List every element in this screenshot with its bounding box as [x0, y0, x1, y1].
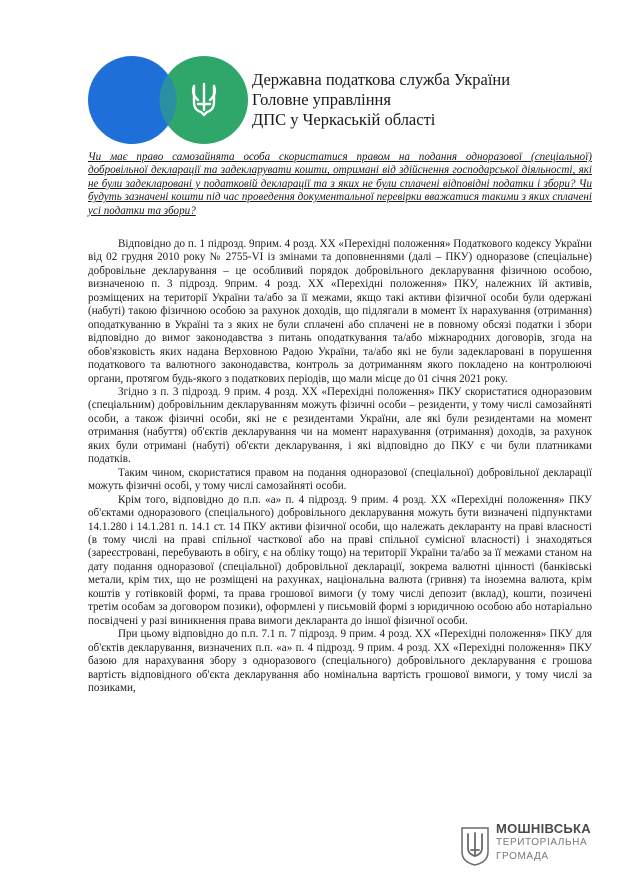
- paragraph: Відповідно до п. 1 підрозд. 9прим. 4 розд. XX «Перехідні положення» Податкового кодексу України від 02 грудня 2010 року № 2755-VI із змінами та доповненнями (далі – ПКУ) одноразове (спеціальне) добровільне декларування – це особливий порядок добровільного декларування фізичною особою, визначеною п. 3 підрозд. 9прим. 4 розд. XX «Перехідні положення» ПКУ, належних їй активів, розміщених на території України та/або за її межами, якщо такі активи фізичної особи були одержані (набуті) такою фізичною особою за рахунок доходів, що підлягали в момент їх нарахування (отримання) оподаткуванню в Україні та з яких не були сплачені або сплачені не в повному обсязі податки і збори відповідно до вимог законодавства з питань оподаткування та/або міжнародних договорів, згода на обов'язковість яких надана Верховною Радою України, та/або які не були задекларовані в порушення податкового та валютного законодавства, контроль за дотриманням якого покладено на контролюючі органи, протягом будь-якого з податкових періодів, що мали місце до 01 січня 2021 року.: [88, 238, 592, 385]
- community-name: [496, 822, 591, 864]
- letterhead: [86, 52, 586, 148]
- community-watermark: [460, 820, 610, 870]
- org-line-1: Державна податкова служба України: [252, 70, 511, 89]
- org-line-2: Головне управління: [252, 90, 391, 109]
- question-text: Чи має право самозайнята особа скористатися правом на подання одноразової (спеціальної) добровільної декларації та задекларувати кошти, отримані від здійснення господарської діяльності, які не були задекларовані у податковій декларації та з яких не були сплачені відповідні податки і збори? Чи будуть зазначені кошти під час проведення документальної перевірки вважатися такими з яких сплачені усі податки та збори?: [88, 151, 592, 217]
- community-line-2: ТЕРИТОРІАЛЬНА: [496, 837, 588, 848]
- trident-emblem-icon: [460, 824, 490, 866]
- paragraph: Згідно з п. 3 підрозд. 9 прим. 4 розд. XX «Перехідні положення» ПКУ скористатися одноразовим (спеціальним) добровільним декларуванням можуть фізичні особи – резиденти, у тому числі самозайняті особи, а також фізичні особи, які не є резидентами України, але які були резидентами на момент отримання (набуття) об'єктів декларування чи на момент нарахування (отримання) доходів, за рахунок яких були отримані (набуті) об'єкти декларування, і які відповідно до ПКУ є чи були платниками податків.: [88, 385, 592, 466]
- organization-name: [252, 70, 510, 130]
- org-line-3: ДПС у Черкаській області: [252, 110, 436, 129]
- paragraph: Таким чином, скористатися правом на подання одноразової (спеціальної) добровільної декларації можуть фізичні особі, у тому числі самозайняті особи.: [88, 466, 592, 493]
- community-line-1: МОШНІВСЬКА: [496, 821, 591, 836]
- answer-body: [88, 238, 592, 695]
- paragraph: При цьому відповідно до п.п. 7.1 п. 7 підрозд. 9 прим. 4 розд. XX «Перехідні положення» ПКУ для об'єктів декларування, визначених п.п. «а» п. 4 підрозд. 9 прим. 4 розд. XX «Перехідні положення» ПКУ базою для нарахування збору з одноразового (спеціального) добровільного декларування є грошова вартість відповідного об'єкта декларування або номінальна вартість грошової вимоги, у тому числі за позиками,: [88, 628, 592, 694]
- paragraph: Крім того, відповідно до п.п. «а» п. 4 підрозд. 9 прим. 4 розд. XX «Перехідні положення» ПКУ об'єктами одноразового (спеціального) добровільного декларування можуть бути визначені підпунктами 14.1.280 і 14.1.281 п. 14.1 ст. 14 ПКУ активи фізичної особи, що належать декларанту на праві власності (в тому числі на праві спільної часткової або на праві спільної сумісної власності) і знаходяться (зареєстровані, перебувають в обігу, є на обліку тощо) на території України та/або за її межами станом на дату подання одноразової (спеціальної) добровільної декларації, зокрема валютні цінності (банківські метали, крім тих, що не розміщені на рахунках, національна валюта (гривня) та іноземна валюта, крім коштів у готівковій формі, та права грошової вимоги (у тому числі депозит (вклад), кошти, позичені третім особам за договором позики), оформлені у письмовій формі з юридичною особою або нотаріально посвідчені у разі виникнення права вимоги декларанта до іншої фізичної особи.: [88, 493, 592, 627]
- community-line-3: ГРОМАДА: [496, 851, 549, 862]
- dps-logo: [86, 52, 252, 148]
